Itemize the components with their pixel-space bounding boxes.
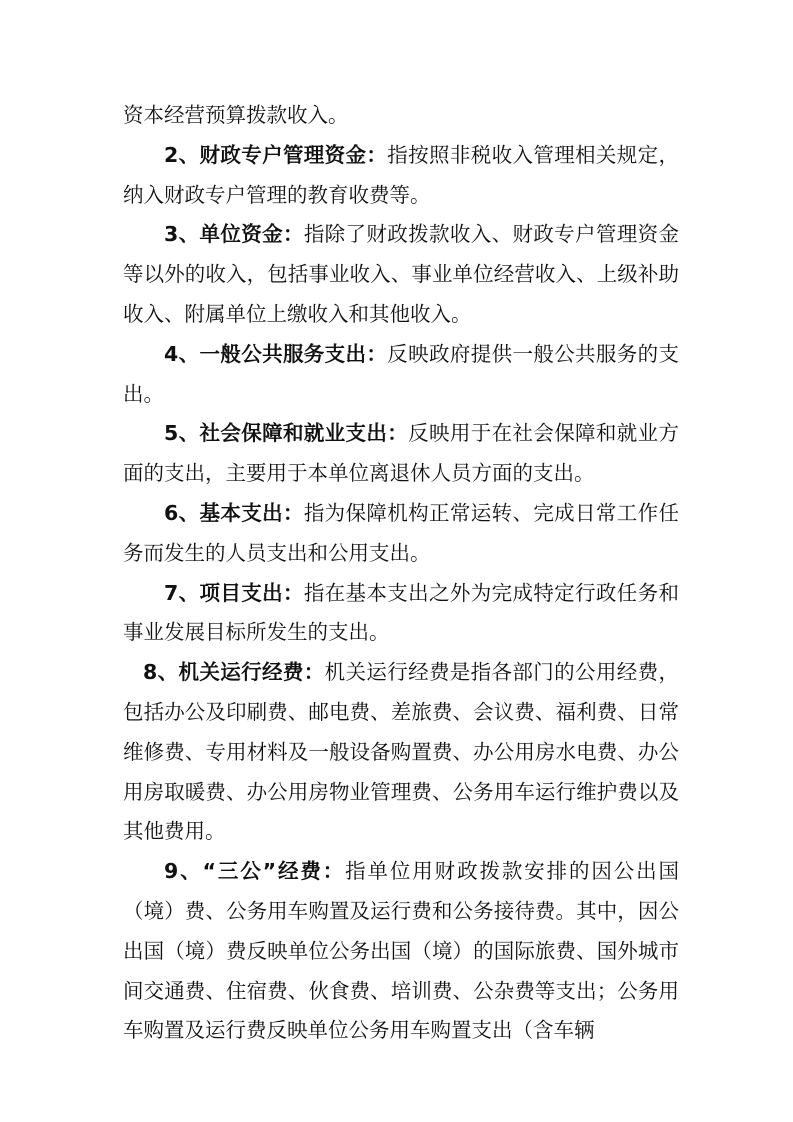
paragraph-text: 指除了财政拨款收入、财政专户管理资金等以外的收入，包括事业收入、事业单位经营收入、上级补助收入、附属单位上缴收入和其他收入。 xyxy=(123,222,679,326)
paragraph-three-public-expenses xyxy=(123,852,679,1051)
paragraph-term: 3、单位资金： xyxy=(164,222,304,247)
paragraph-term: 4、一般公共服务支出： xyxy=(164,341,388,366)
paragraph-general-public-services xyxy=(123,335,679,415)
paragraph-text: 指单位用财政拨款安排的因公出国（境）费、公务用车购置及运行费和公务接待费。其中，因公出国（境）费反映单位公务出国（境）的国际旅费、国外城市间交通费、住宿费、伙食费、培训费、公杂费等支出；公务用车购置及运行费反映单位公务用车购置支出（含车辆 xyxy=(123,859,680,1043)
paragraph-term: 6、基本支出： xyxy=(164,500,304,525)
paragraph-continuation xyxy=(123,96,679,136)
paragraph-basic-expenditure xyxy=(123,494,679,574)
paragraph-social-security xyxy=(123,414,679,494)
paragraph-term: 9、“三公”经费： xyxy=(164,859,346,884)
paragraph-fiscal-special-account-funds xyxy=(123,136,679,216)
paragraph-text: 指按照非税收入管理相关规定，纳入财政专户管理的教育收费等。 xyxy=(123,142,680,207)
paragraph-text: 指为保障机构正常运转、完成日常工作任务而发生的人员支出和公用支出。 xyxy=(123,500,679,565)
paragraph-agency-operating-costs xyxy=(123,653,679,852)
paragraph-term: 8、机关运行经费： xyxy=(143,660,325,685)
paragraph-project-expenditure xyxy=(123,574,679,654)
paragraph-term: 2、财政专户管理资金： xyxy=(164,142,388,167)
paragraph-text: 机关运行经费是指各部门的公用经费，包括办公及印刷费、邮电费、差旅费、会议费、福利费、日常维修费、专用材料及一般设备购置费、办公用房水电费、办公用房取暖费、办公用房物业管理费、公务用车运行维护费以及其他费用。 xyxy=(123,660,680,844)
document-body xyxy=(123,96,679,1051)
paragraph-unit-funds xyxy=(123,215,679,334)
paragraph-term: 7、项目支出： xyxy=(164,580,304,605)
paragraph-text: 反映政府提供一般公共服务的支出。 xyxy=(123,341,680,406)
paragraph-text: 资本经营预算拨款收入。 xyxy=(123,103,349,127)
paragraph-text: 指在基本支出之外为完成特定行政任务和事业发展目标所发生的支出。 xyxy=(123,580,679,645)
paragraph-term: 5、社会保障和就业支出： xyxy=(164,421,409,446)
paragraph-text: 反映用于在社会保障和就业方面的支出，主要用于本单位离退休人员方面的支出。 xyxy=(123,421,680,486)
